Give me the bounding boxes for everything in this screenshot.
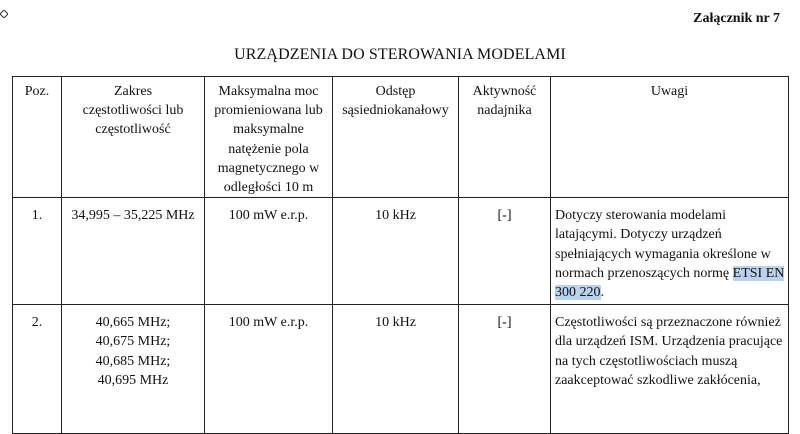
diamond-mark-icon [0,10,8,18]
table-row [13,305,789,434]
cell-notes [551,305,789,434]
cell-frequency [62,198,205,305]
cell-power: 100 mW e.r.p. [205,198,333,305]
table-row [13,198,789,305]
radio-devices-table [12,76,789,434]
cell-frequency [62,305,205,434]
header-spacing: Odstęp sąsiedniokanałowy [333,77,459,198]
cell-activity: [-] [459,305,551,434]
frequency-value: 40,685 MHz; [95,353,171,369]
cell-notes [551,198,789,305]
cell-spacing: 10 kHz [333,305,459,434]
frequency-value: 40,695 MHz [97,372,169,388]
header-activity-text: Aktywność nadajnika [472,84,537,119]
cell-activity: [-] [459,198,551,305]
cell-power: 100 mW e.r.p. [205,305,333,434]
header-power-text: Maksymalna moc promieniowana lub maksymalne natężenie pola magnetycznego w odległości 10 m [214,84,323,196]
page-title: URZĄDZENIA DO STEROWANIA MODELAMI [234,46,566,63]
frequency-value: 40,675 MHz; [95,334,171,350]
header-frequency [62,77,205,198]
annex-label: Załącznik nr 7 [693,11,780,26]
table-header-row [13,77,789,198]
frequency-value: 34,995 – 35,225 MHz [71,208,195,224]
notes-text: Częstotliwości są przeznaczone również dla urządzeń ISM. Urządzenia pracujące na tych częstotliwościach muszą zaakceptować szkodliwe zakłócenia, [555,315,783,388]
header-frequency-text: Zakres częstotliwości lub częstotliwość [82,84,184,138]
header-activity [459,77,551,198]
header-position: Poz. [13,77,62,198]
cell-spacing: 10 kHz [333,198,459,305]
cell-position: 1. [13,198,62,305]
notes-highlighted-standard: ETSI EN 300 220 [555,265,785,301]
header-notes: Uwagi [551,77,789,198]
header-power [205,77,333,198]
frequency-value: 40,665 MHz; [95,315,171,331]
notes-text-end: . [600,285,604,301]
cell-position: 2. [13,305,62,434]
notes-text: Dotyczy sterowania modelami latającymi. Dotyczy urządzeń spełniających wymagania określone w normach przenoszących normę [555,208,771,281]
